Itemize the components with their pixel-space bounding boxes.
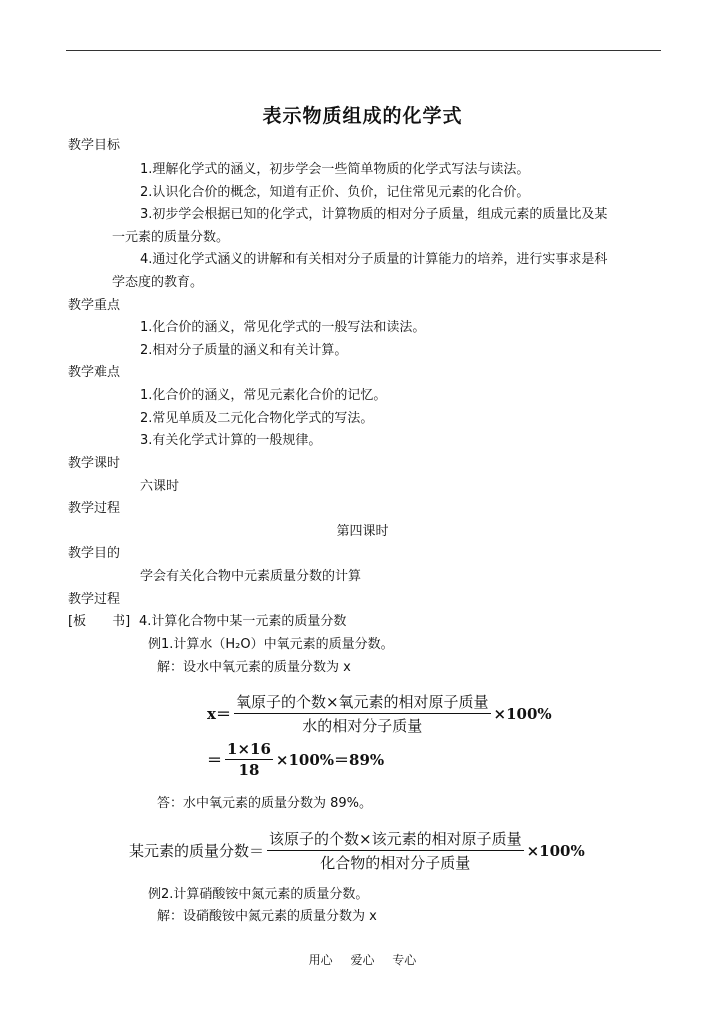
formula-calculation: [204, 740, 387, 779]
solution-1: 解：设水中氧元素的质量分数为 x: [157, 660, 351, 675]
key-points-heading: 教学重点: [68, 298, 121, 313]
objective-line: 一元素的质量分数。: [112, 230, 230, 245]
formula-factor: ×100%: [493, 704, 552, 723]
aim-heading: 教学目的: [68, 546, 121, 561]
example-2: 例2.计算硝酸铵中氮元素的质量分数。: [148, 887, 369, 902]
objective-line: 3.初步学会根据已知的化学式，计算物质的相对分子质量，组成元素的质量比及某: [140, 207, 608, 222]
solution-2: 解：设硝酸铵中氮元素的质量分数为 x: [157, 909, 377, 924]
key-point-line: 1.化合价的涵义，常见化学式的一般写法和读法。: [140, 320, 426, 335]
page-title: 表示物质组成的化学式: [262, 105, 463, 127]
formula-tail: ×100%＝89%: [275, 751, 385, 769]
objective-line: 4.通过化学式涵义的讲解和有关相对分子质量的计算能力的培养，进行实事求是科: [140, 252, 608, 267]
hours-value: 六课时: [140, 479, 180, 494]
difficulty-line: 2.常见单质及二元化合物化学式的写法。: [140, 411, 374, 426]
formula-numerator: 氧原子的个数×氧元素的相对原子质量: [234, 691, 491, 714]
objective-line: 2.认识化合价的概念，知道有正价、负价，记住常见元素的化合价。: [140, 185, 530, 200]
formula-general: [126, 828, 588, 873]
example-1: 例1.计算水（H₂O）中氧元素的质量分数。: [148, 637, 394, 652]
objectives-heading: 教学目标: [68, 138, 121, 153]
process-heading-2: 教学过程: [68, 592, 121, 607]
formula-lhs: x＝: [207, 705, 231, 723]
formula-numerator: 该原子的个数×该元素的相对原子质量: [267, 828, 524, 851]
formula-mass-fraction-water: [204, 691, 555, 736]
formula-fraction: [225, 740, 273, 779]
process-heading: 教学过程: [68, 501, 121, 516]
formula-prefix: ＝: [207, 751, 223, 769]
aim-text: 学会有关化合物中元素质量分数的计算: [140, 569, 362, 584]
formula-fraction: [234, 691, 491, 736]
formula-denominator: 化合物的相对分子质量: [320, 854, 471, 872]
formula-numerator: 1×16: [227, 740, 271, 758]
formula-denominator: 水的相对分子质量: [302, 717, 423, 735]
answer-1: 答：水中氧元素的质量分数为 89%。: [157, 796, 373, 811]
board-text: 4.计算化合物中某一元素的质量分数: [139, 614, 347, 629]
key-point-line: 2.相对分子质量的涵义和有关计算。: [140, 343, 348, 358]
formula-fraction: [267, 828, 524, 873]
hours-heading: 教学课时: [68, 456, 121, 471]
header-rule: [66, 50, 661, 51]
formula-factor: ×100%: [526, 841, 585, 860]
difficulty-line: 1.化合价的涵义，常见元素化合价的记忆。: [140, 388, 387, 403]
formula-lhs: 某元素的质量分数＝: [129, 842, 265, 860]
difficulties-heading: 教学难点: [68, 365, 121, 380]
lesson-title: 第四课时: [336, 524, 389, 539]
objective-line: 学态度的教育。: [112, 275, 204, 290]
objective-line: 1.理解化学式的涵义，初步学会一些简单物质的化学式写法与读法。: [140, 162, 530, 177]
board-label: [板 书]: [68, 614, 131, 629]
difficulty-line: 3.有关化学式计算的一般规律。: [140, 433, 322, 448]
page-footer: 用心 爱心 专心: [308, 953, 417, 967]
formula-denominator: 18: [238, 761, 260, 779]
